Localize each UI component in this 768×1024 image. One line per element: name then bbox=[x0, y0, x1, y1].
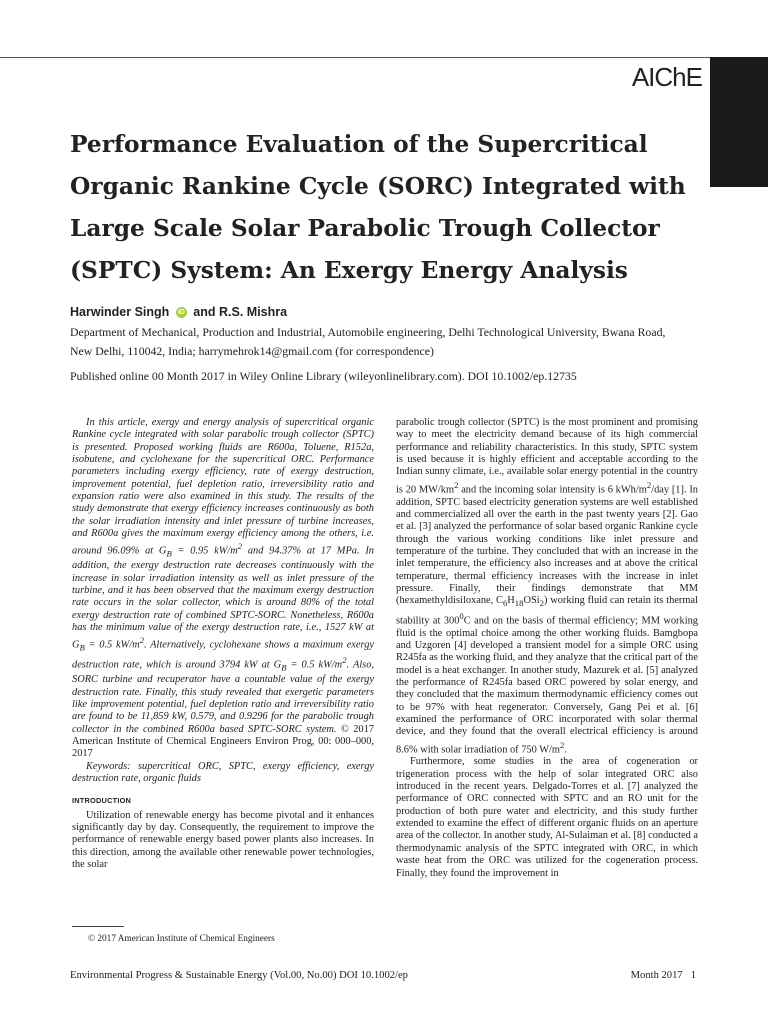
article-title: Performance Evaluation of the Supercritical Organic Rankine Cycle (SORC) Integrated with Large Scale Solar Parabolic Trough Collector (SPTC) System: An Exergy Energy Analysis bbox=[70, 131, 686, 284]
footnote-rule bbox=[72, 926, 124, 927]
body-paragraph-1: parabolic trough collector (SPTC) is the most prominent and promising way to meet the electricity demand because of its high commercial performance and reliability characteristics. In this study, SPTC system is used because it is highly efficient and acceptable according to the Indian sunny climate, i.e., available solar energy potential in the country is 20 $MW/km^2$ and the incoming solar intensity is 6 kWh/$m^2$/day [1]. In addition, SPTC based electricity generation systems are well established and commercialized all over the earth in the past twenty years [2]. Gao et al. [3] analyzed the performance of solar based organic Rankine cycle through the various working conditions like inlet pressure and temperature of the turbine. They concluded that with an increase in the inlet temperature, the efficiency also increases and at above the critical temperature, thermal efficiency increases with the increase in inlet pressure. Finally, their findings demonstrate that MM (hexamethyldisiloxane, $C_6H_{18}OSi_2$) working fluid can retain its thermal stability at $300^0C$ and on the basis of thermal efficiency; MM working fluid is the optimal choice among the other working fluids. Bamgbopa and Uzgoren [4] developed a transient model for a simple ORC using R245fa as the working fluid, and they analyze that the critical part of the model is a heat exchanger. In another study, Mazurek et al. [5] analyzed the performance of R245fa based ORC powered by solar energy, and they concluded that the maximum thermodynamic efficiency comes out to be 97% with heat regenerator. Conversely, Gang Pei et al. [6] examined the performance of ORC incorporated with solar thermal device, and they found that the overall electrical efficiency is around 8.6% with solar irradiation of 750 $W/m^2$. bbox=[396, 417, 698, 756]
footer-journal: Environmental Progress & Sustainable Energy (Vol.00, No.00) DOI 10.1002/ep bbox=[70, 970, 408, 981]
body-paragraph-2: Furthermore, some studies in the area of cogeneration or trigeneration process with the help of solar integrated ORC also introduced in the recent years. Delgado-Torres et al. [7] analyzed the performance of ORC connected with SPTC and an RO unit for the production of both pure water and electricity, and this study further extended to examine the effect of different organic fluids on an aperture area of the collector. In another study, Al-Sulaiman et al. [8] conducted a thermodynamic analysis of the SPTC integrated with ORC, in which waste heat from the ORC was utilized for the cogeneration process. Finally, they found the improvement in bbox=[396, 756, 698, 879]
author-first: Harwinder Singh bbox=[70, 305, 170, 319]
author-rest: and R.S. Mishra bbox=[193, 305, 288, 319]
black-tab-decoration bbox=[710, 57, 768, 187]
footer-month: Month 2017 bbox=[630, 970, 683, 981]
affiliation bbox=[70, 323, 710, 361]
affiliation-line-2: New Delhi, 110042, India; harrymehrok14@gmail.com (for correspondence) bbox=[70, 344, 434, 358]
footnote-copyright: © 2017 American Institute of Chemical Engineers bbox=[88, 934, 275, 944]
published-line: Published online 00 Month 2017 in Wiley Online Library (wileyonlinelibrary.com). DOI 10.1002/ep.12735 bbox=[70, 369, 577, 383]
affiliation-line-1: Department of Mechanical, Production and Industrial, Automobile engineering, Delhi Technological University, Bwana Road, bbox=[70, 325, 666, 339]
page-number: 1 bbox=[690, 970, 696, 981]
footer-page-info bbox=[631, 970, 696, 981]
author-line bbox=[70, 305, 287, 319]
keywords: Keywords: supercritical ORC, SPTC, exergy efficiency, exergy destruction rate, organic fluids bbox=[72, 760, 374, 784]
introduction-paragraph: Utilization of renewable energy has become pivotal and it enhances significantly day by day. Consequently, the requirement to improve the performance of renewable energy based power plants also increases. In this direction, among the available other renewable power technologies, the solar bbox=[72, 809, 374, 870]
top-rule bbox=[0, 57, 710, 58]
abstract: In this article, exergy and energy analysis of supercritical organic Rankine cycle integrated with solar parabolic trough collector (SPTC) is presented. Proposed working fluids are R600a, Toluene, R152a, isobutene, and cyclohexane for the supercritical ORC. Performance parameters including exergy efficiency, rate of exergy destruction, improvement potential, fuel depletion ratio, irreversibility ratio and expansion ratio were also examined in this study. The results of the study demonstrate that exergy efficiency increases continuously as both the solar irradiation intensity and inlet pressure of turbine increases, and R600a gives the maximum exergy efficiency among the others, i.e. around 96.09% at $G_B = 0.95$ $kW/m^2$ and 94.37% at 17 MPa. In addition, the exergy destruction rate decreases continuously with the increase in solar irradiation intensity as well as inlet pressure of the turbine, and it has been observed that the maximum exergy destruction rate occurs in the solar collector, which is around 80% of the total exergy destruction rate of combined SPTC-SORC. Nonetheless, R600a has the minimum value of the exergy destruction rate, i.e., 1527 kW at $G_B = 0.5$ $kW/m^2$. Alternatively, cyclohexane shows a maximum exergy destruction rate, which is around 3794 kW at $G_B = 0.5$ $kW/m^2$. Also, SORC turbine and recuperator have a countable value of the exergy destruction rate. Finally, this study revealed that exergetic parameters like improvement potential, fuel depletion ratio and irreversibility ratio are found to be 11,859 kW, 0.579, and 0.9296 for the parabolic trough collector in the combined R600a based SPTC-SORC system. © 2017 American Institute of Chemical Engineers Environ Prog, 00: 000–000, 2017 bbox=[72, 417, 375, 760]
left-column bbox=[72, 417, 374, 871]
right-column bbox=[396, 417, 698, 880]
journal-logo: AIChE bbox=[631, 62, 702, 92]
orcid-icon[interactable]: iD bbox=[177, 309, 185, 317]
section-heading-introduction: INTRODUCTION bbox=[72, 796, 132, 806]
